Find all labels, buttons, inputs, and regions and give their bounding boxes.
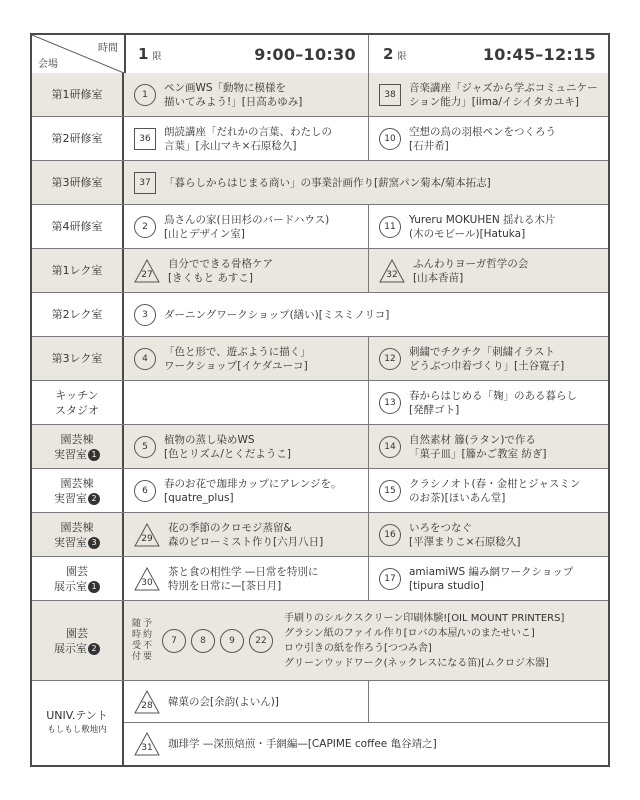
- schedule-row: [32, 513, 608, 557]
- session-cell-period-2[interactable]: [369, 249, 608, 292]
- univ-tent-row: [32, 681, 608, 765]
- session-number-badge: 17: [379, 568, 401, 590]
- table-header: [32, 35, 608, 75]
- venue-name: 第1研修室: [51, 88, 103, 101]
- schedule-row: [32, 117, 608, 161]
- session-cell-period-1[interactable]: [124, 249, 369, 292]
- session-number-badge: 14: [379, 436, 401, 458]
- venue-number-dot: 1: [88, 581, 100, 593]
- session-title: いろをつなぐ [平澤まりこ×石原稔久]: [409, 521, 521, 548]
- venue-name: 第3レク室: [51, 352, 103, 365]
- badge-number: 28: [141, 700, 153, 711]
- schedule-row: [32, 557, 608, 601]
- session-number-badge: 36: [134, 128, 156, 150]
- venue-label: [32, 117, 124, 160]
- session-number-badge: 22: [249, 629, 273, 653]
- session-number-badge: 2: [134, 216, 156, 238]
- venue-name: 園芸 展示室: [54, 564, 88, 593]
- venue-name: 第4研修室: [51, 220, 103, 233]
- session-number-badge: 5: [134, 436, 156, 458]
- period-1-header: [124, 35, 369, 73]
- schedule-row: [32, 469, 608, 513]
- session-title: ペン画WS「動物に模様を 描いてみよう!」[日高あゆみ]: [164, 81, 303, 108]
- session-cell-full[interactable]: [124, 161, 608, 204]
- schedule-row: [32, 381, 608, 425]
- venue-number-dot: 3: [88, 537, 100, 549]
- venue-label: [32, 469, 124, 512]
- venue-number-dot: 2: [88, 643, 100, 655]
- badge-number: 30: [141, 577, 153, 588]
- session-cell-period-1[interactable]: [124, 513, 369, 556]
- time-heading: 時間: [98, 43, 118, 54]
- session-number-badge: 4: [134, 348, 156, 370]
- session-number-badge: 15: [379, 480, 401, 502]
- schedule-row: [32, 425, 608, 469]
- venue-name: UNIV.テント: [46, 709, 108, 722]
- session-cell-period-2[interactable]: [369, 337, 608, 380]
- session-title: 朗読講座「だれかの言葉、わたしの 言葉」[永山マキ×石原稔久]: [164, 125, 332, 152]
- schedule-row: [32, 73, 608, 117]
- session-number-badge: 37: [134, 172, 156, 194]
- venue-label: [32, 337, 124, 380]
- session-number-badge: 16: [379, 524, 401, 546]
- session-title: 花の季節のクロモジ蒸留& 森のピローミスト作り[六月八日]: [168, 521, 324, 548]
- session-number-badge: 38: [379, 84, 401, 106]
- session-cell-period-2[interactable]: [369, 557, 608, 600]
- period-2-time: 10:45–12:15: [482, 44, 596, 64]
- period-1-time: 9:00–10:30: [254, 44, 356, 64]
- session-cell-period-1[interactable]: [124, 73, 369, 116]
- session-title: 韓菓の会[余韵(よいん)]: [168, 695, 279, 708]
- venue-label: [32, 205, 124, 248]
- period-2-label: 限: [397, 52, 407, 62]
- schedule-row: [32, 249, 608, 293]
- schedule-row: [32, 161, 608, 205]
- period-2-number: 2: [383, 45, 394, 63]
- badge-number: 32: [386, 269, 398, 280]
- venue-label: [32, 161, 124, 204]
- venue-label: [32, 293, 124, 336]
- session-number-badge: [134, 732, 160, 756]
- session-title: 自分でできる骨格ケア [きくもと あすこ]: [168, 257, 273, 284]
- schedule-row: [32, 205, 608, 249]
- session-title: 刺繍でチクチク「刺繍イラスト どうぶつ巾着づくり」[土谷寛子]: [409, 345, 565, 372]
- venue-name: 園芸棟 実習室: [54, 520, 94, 549]
- session-number-badge: 13: [379, 392, 401, 414]
- badge-number: 27: [141, 269, 153, 280]
- session-cell-period-1[interactable]: [124, 337, 369, 380]
- walkin-session-list: 手刷りのシルクスクリーン印刷体験![OIL MOUNT PRINTERS] グラシン紙のファイル作り[ロバの本屋/いのまたせいこ] ロウ引きの紙を作ろう[つつみ舎] グリーンウッドワーク(ネックレスになる笛)[ムクロジ木器]: [284, 612, 565, 669]
- schedule-row: [32, 337, 608, 381]
- session-number-badge: [379, 259, 405, 283]
- session-cell-period-1[interactable]: [124, 557, 369, 600]
- session-cell-period-1[interactable]: [124, 205, 369, 248]
- session-cell-period-1[interactable]: [124, 425, 369, 468]
- session-title: 音楽講座「ジャズから学ぶコミュニケー ション能力」[iima/イシイタカユキ]: [409, 81, 598, 108]
- session-cell-period-2[interactable]: [369, 513, 608, 556]
- session-title: 自然素材 籐(ラタン)で作る 「菓子皿」[籐かご教室 紡ぎ]: [409, 433, 547, 460]
- session-cell-period-1[interactable]: [124, 117, 369, 160]
- session-title: Yureru MOKUHEN 揺れる木片 (木のモビール)[Hatuka]: [409, 213, 556, 240]
- session-number-badge: [134, 690, 160, 714]
- venue-name: 園芸 展示室: [54, 626, 88, 655]
- period-1-label: 限: [152, 52, 162, 62]
- venue-label: [32, 425, 124, 468]
- session-number-badge: 10: [379, 128, 401, 150]
- walkin-row: [32, 601, 608, 681]
- venue-name: 園芸棟 実習室: [54, 476, 94, 505]
- session-title: 「色と形で、遊ぶように描く」 ワークショップ[イケダユーコ]: [164, 345, 311, 372]
- session-title: 植物の蒸し染めWS [色とリズム/とくだようこ]: [164, 433, 292, 460]
- univ-session-b[interactable]: [124, 723, 608, 765]
- walkin-sessions[interactable]: [124, 601, 608, 680]
- venue-name: 第2研修室: [51, 132, 103, 145]
- session-number-badge: 8: [191, 629, 215, 653]
- session-number-badge: 7: [162, 629, 186, 653]
- schedule-row: [32, 293, 608, 337]
- period-1-number: 1: [138, 45, 149, 63]
- venue-name: 園芸棟 実習室: [54, 432, 94, 461]
- session-title: amiamiWS 編み網ワークショップ [tipura studio]: [409, 565, 574, 592]
- session-cell-period-2[interactable]: [369, 117, 608, 160]
- session-cell-full[interactable]: [124, 293, 608, 336]
- session-number-badge: [134, 259, 160, 283]
- session-number-badge: 11: [379, 216, 401, 238]
- badge-number: 31: [141, 743, 153, 753]
- session-cell-period-1[interactable]: [124, 469, 369, 512]
- session-cell-period-1: [124, 381, 369, 424]
- session-title: 鳥さんの家(日田杉のバードハウス) [山とデザイン室]: [164, 213, 330, 240]
- header-corner: [32, 35, 126, 73]
- session-number-badge: 3: [134, 304, 156, 326]
- venue-name: 第3研修室: [51, 176, 103, 189]
- venue-number-dot: 1: [88, 449, 100, 461]
- session-title: ダーニングワークショップ(繕い)[ミスミノリコ]: [164, 308, 390, 321]
- session-title: 春からはじめる「麹」のある暮らし [発酵ゴト]: [409, 389, 577, 416]
- schedule-table: [30, 33, 610, 767]
- session-cell-period-2[interactable]: [369, 425, 608, 468]
- venue-name: キッチン スタジオ: [55, 388, 99, 417]
- session-number-badge: 12: [379, 348, 401, 370]
- session-number-badge: 1: [134, 84, 156, 106]
- venue-label: [32, 513, 124, 556]
- session-title: 空想の鳥の羽根ペンをつくろう [石井希]: [409, 125, 556, 152]
- walkin-vertical-label: 随 時 受 付: [132, 618, 142, 662]
- session-title: 珈琲学 —深煎焙煎・手網編—[CAPIME coffee 亀谷靖之]: [168, 738, 437, 750]
- session-cell-period-2[interactable]: [369, 73, 608, 116]
- venue-label: [32, 601, 124, 680]
- venue-label: [32, 249, 124, 292]
- venue-label: [32, 557, 124, 600]
- period-2-header: [369, 35, 608, 73]
- walkin-vertical-label: 予 約 不 要: [143, 618, 153, 662]
- badge-number: 29: [141, 533, 153, 544]
- venue-label: [32, 381, 124, 424]
- session-cell-period-2[interactable]: [369, 469, 608, 512]
- session-cell-period-2[interactable]: [369, 205, 608, 248]
- session-cell-period-2[interactable]: [369, 381, 608, 424]
- venue-label: [32, 73, 124, 116]
- session-title: ふんわりヨーガ哲学の会 [山本香苗]: [413, 257, 529, 284]
- venue-subtitle: もしもし敷地内: [47, 725, 107, 735]
- venue-number-dot: 2: [88, 493, 100, 505]
- session-title: 茶と食の相性学 —日常を特別に 特別を日常に—[茶日月]: [168, 565, 319, 592]
- session-title: クラシノオト(春・金柑とジャスミン のお茶)[ほいあん堂]: [409, 477, 581, 504]
- venue-label: [32, 681, 124, 765]
- session-number-badge: [134, 523, 160, 547]
- session-number-badge: 9: [220, 629, 244, 653]
- session-number-badge: 6: [134, 480, 156, 502]
- venue-heading: 会場: [38, 59, 58, 70]
- session-title: 春のお花で珈琲カップにアレンジを。 [quatre_plus]: [164, 477, 342, 504]
- venue-name: 第1レク室: [51, 264, 103, 277]
- session-title: 「暮らしからはじまる商い」の事業計画作り[薪窯パン菊本/菊本拓志]: [164, 176, 491, 189]
- univ-session-a[interactable]: [124, 681, 608, 723]
- venue-name: 第2レク室: [51, 308, 103, 321]
- session-number-badge: [134, 567, 160, 591]
